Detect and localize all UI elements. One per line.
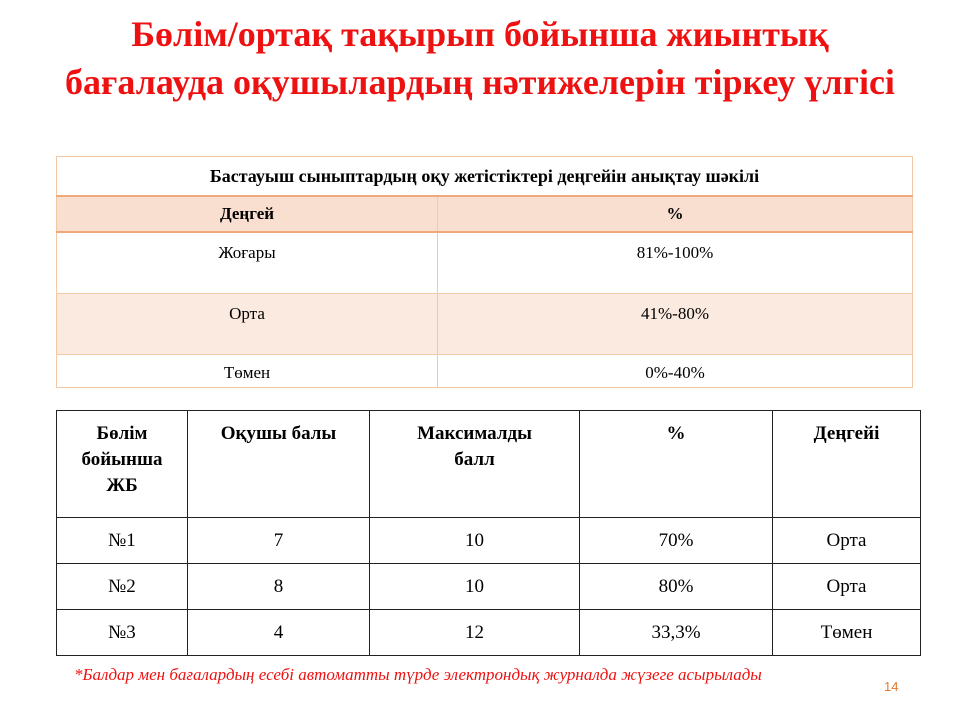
results-header-percent: %	[580, 411, 773, 518]
scale-row-low	[57, 355, 913, 388]
results-cell-assessment: №2	[57, 564, 188, 610]
results-cell-level: Төмен	[773, 610, 921, 656]
results-cell-student-score: 8	[188, 564, 370, 610]
footnote: *Балдар мен бағалардың есебі автоматты түрде электрондық журналда жүзеге асырылады	[74, 665, 762, 684]
results-cell-student-score: 4	[188, 610, 370, 656]
results-header-assessment: Бөлім бойынша ЖБ	[57, 411, 188, 518]
scale-table-caption: Бастауыш сыныптардың оқу жетістіктері деңгейін анықтау шәкілі	[57, 157, 913, 197]
table-row	[57, 610, 921, 656]
scale-cell-level: Жоғары	[57, 232, 438, 294]
scale-cell-range: 81%-100%	[438, 232, 913, 294]
scale-cell-range: 41%-80%	[438, 294, 913, 355]
results-cell-assessment: №3	[57, 610, 188, 656]
results-cell-percent: 70%	[580, 518, 773, 564]
scale-header-level: Деңгей	[57, 196, 438, 232]
results-header-max-score: Максималды балл	[370, 411, 580, 518]
table-row	[57, 564, 921, 610]
scale-row-high	[57, 232, 913, 294]
results-cell-level: Орта	[773, 564, 921, 610]
slide-title: Бөлім/ортақ тақырып бойынша жиынтық бағалауда оқушылардың нәтижелерін тіркеу үлгісі	[65, 14, 895, 102]
results-header-level: Деңгейі	[773, 411, 921, 518]
results-cell-level: Орта	[773, 518, 921, 564]
scale-row-medium	[57, 294, 913, 355]
results-cell-max-score: 12	[370, 610, 580, 656]
scale-cell-range: 0%-40%	[438, 355, 913, 388]
scale-header-percent: %	[438, 196, 913, 232]
results-cell-student-score: 7	[188, 518, 370, 564]
results-header-row	[57, 411, 921, 518]
results-cell-assessment: №1	[57, 518, 188, 564]
results-cell-percent: 33,3%	[580, 610, 773, 656]
scale-table-header-row	[57, 196, 913, 232]
results-cell-percent: 80%	[580, 564, 773, 610]
results-cell-max-score: 10	[370, 564, 580, 610]
results-cell-max-score: 10	[370, 518, 580, 564]
scale-cell-level: Орта	[57, 294, 438, 355]
table-row	[57, 518, 921, 564]
results-header-student-score: Оқушы балы	[188, 411, 370, 518]
level-scale-table	[56, 156, 913, 388]
page-number: 14	[884, 679, 899, 694]
results-table	[56, 410, 921, 656]
scale-cell-level: Төмен	[57, 355, 438, 388]
